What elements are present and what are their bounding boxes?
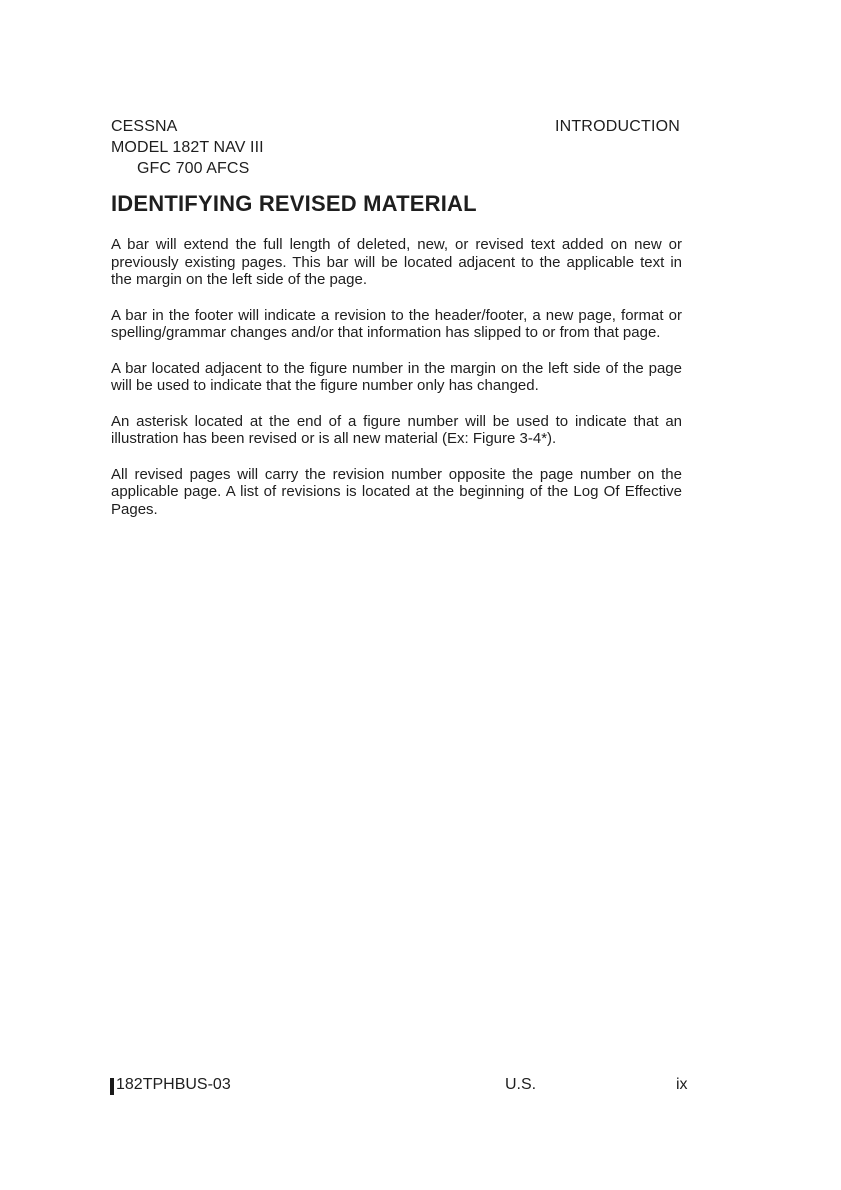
paragraph-revision-bar: A bar will extend the full length of deleted, new, or revised text added on new or previously existing pages. This bar will be located adjacent to the applicable text in the margin on the left side of the page. <box>111 236 682 288</box>
paragraph-revision-number: All revised pages will carry the revision number opposite the page number on the applicable page. A list of revisions is located at the beginning of the Log Of Effective Pages. <box>111 465 682 518</box>
footer-country: U.S. <box>505 1076 537 1093</box>
footer-page-number: ix <box>676 1076 688 1093</box>
header-autopilot-system: GFC 700 AFCS <box>137 160 250 177</box>
footer-document-id: 182TPHBUS-03 <box>116 1076 231 1093</box>
header-aircraft-model <box>111 116 264 179</box>
header-model: MODEL 182T NAV III <box>111 139 264 156</box>
paragraph-footer-bar: A bar in the footer will indicate a revision to the header/footer, a new page, format or spelling/grammar changes and/or that information has slipped to or from that page. <box>111 306 682 341</box>
footer-revision-bar <box>110 1078 114 1095</box>
paragraph-figure-number-bar: A bar located adjacent to the figure number in the margin on the left side of the page will be used to indicate that the figure number only has changed. <box>111 359 682 394</box>
paragraph-asterisk: An asterisk located at the end of a figure number will be used to indicate that an illustration has been revised or is all new material (Ex: Figure 3-4*). <box>111 412 682 447</box>
section-body <box>111 236 682 536</box>
header-manufacturer: CESSNA <box>111 118 178 135</box>
section-title: IDENTIFYING REVISED MATERIAL <box>111 191 477 216</box>
page-footer <box>0 1074 841 1096</box>
header-section-name: INTRODUCTION <box>554 118 680 135</box>
